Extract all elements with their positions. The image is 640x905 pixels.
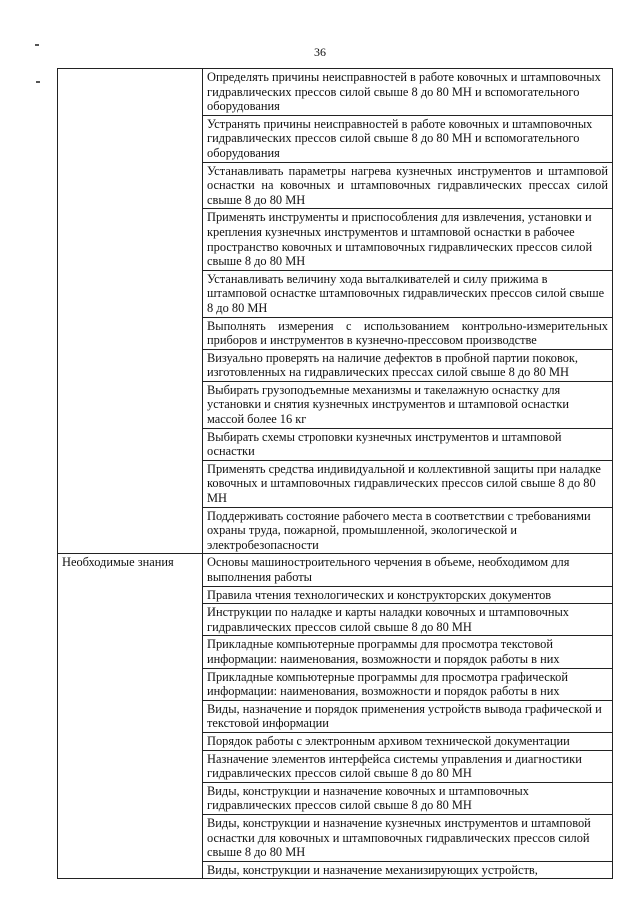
knowledge-item: Правила чтения технологических и конструкторских документов	[203, 586, 613, 604]
skill-item: Выполнять измерения с использованием контрольно-измерительных приборов и инструментов в кузнечно-прессовом производстве	[203, 317, 613, 349]
page-number: 36	[314, 45, 326, 59]
skill-item: Выбирать грузоподъемные механизмы и такелажную оснастку для установки и снятия кузнечных инструментов и штамповой оснастки массой более 16 кг	[203, 381, 613, 428]
knowledge-item: Назначение элементов интерфейса системы управления и диагностики гидравлических прессов силой свыше 8 до 80 МН	[203, 750, 613, 782]
knowledge-item: Основы машиностроительного черчения в объеме, необходимом для выполнения работы	[203, 554, 613, 586]
scan-speck	[35, 44, 39, 46]
knowledge-item: Прикладные компьютерные программы для просмотра графической информации: наименования, возможности и порядок работы в них	[203, 668, 613, 700]
competency-table	[57, 68, 613, 879]
knowledge-item: Виды, конструкции и назначение ковочных и штамповочных гидравлических прессов силой свыше 8 до 80 МН	[203, 782, 613, 814]
knowledge-label: Необходимые знания	[58, 554, 203, 879]
knowledge-item: Виды, конструкции и назначение механизирующих устройств,	[203, 861, 613, 879]
skill-item: Визуально проверять на наличие дефектов в пробной партии поковок, изготовленных на гидравлических прессах силой свыше 8 до 80 МН	[203, 349, 613, 381]
skill-item: Поддерживать состояние рабочего места в соответствии с требованиями охраны труда, пожарной, промышленной, экологической и электробезопасности	[203, 507, 613, 554]
knowledge-item: Порядок работы с электронным архивом технической документации	[203, 732, 613, 750]
skills-label	[58, 69, 203, 554]
skill-item: Устанавливать величину хода выталкивателей и силу прижима в штамповой оснастке штамповочных гидравлических прессов силой свыше 8 до 80 МН	[203, 270, 613, 317]
skill-item: Применять средства индивидуальной и коллективной защиты при наладке ковочных и штамповочных гидравлических прессов силой свыше 8 до 80 МН	[203, 460, 613, 507]
scan-speck	[36, 81, 40, 83]
knowledge-item: Виды, назначение и порядок применения устройств вывода графической и текстовой информации	[203, 700, 613, 732]
knowledge-item: Виды, конструкции и назначение кузнечных инструментов и штамповой оснастки для ковочных и штамповочных гидравлических прессов силой свыше 8 до 80 МН	[203, 814, 613, 861]
skill-item: Устранять причины неисправностей в работе ковочных и штамповочных гидравлических прессов силой свыше 8 до 80 МН и вспомогательного оборудования	[203, 115, 613, 162]
table-row	[58, 69, 613, 116]
table-row	[58, 554, 613, 586]
skill-item: Выбирать схемы строповки кузнечных инструментов и штамповой оснастки	[203, 428, 613, 460]
skill-item: Устанавливать параметры нагрева кузнечных инструментов и штамповой оснастки на ковочных и штамповочных гидравлических прессах силой свыше 8 до 80 МН	[203, 162, 613, 209]
skill-item: Применять инструменты и приспособления для извлечения, установки и крепления кузнечных инструментов и штамповой оснастки в рабочее пространство ковочных и штамповочных гидравлических прессов силой свыше 8 до 80 МН	[203, 209, 613, 270]
knowledge-item: Инструкции по наладке и карты наладки ковочных и штамповочных гидравлических прессов силой свыше 8 до 80 МН	[203, 604, 613, 636]
knowledge-item: Прикладные компьютерные программы для просмотра текстовой информации: наименования, возможности и порядок работы в них	[203, 636, 613, 668]
skill-item: Определять причины неисправностей в работе ковочных и штамповочных гидравлических прессов силой свыше 8 до 80 МН и вспомогательного оборудования	[203, 69, 613, 116]
